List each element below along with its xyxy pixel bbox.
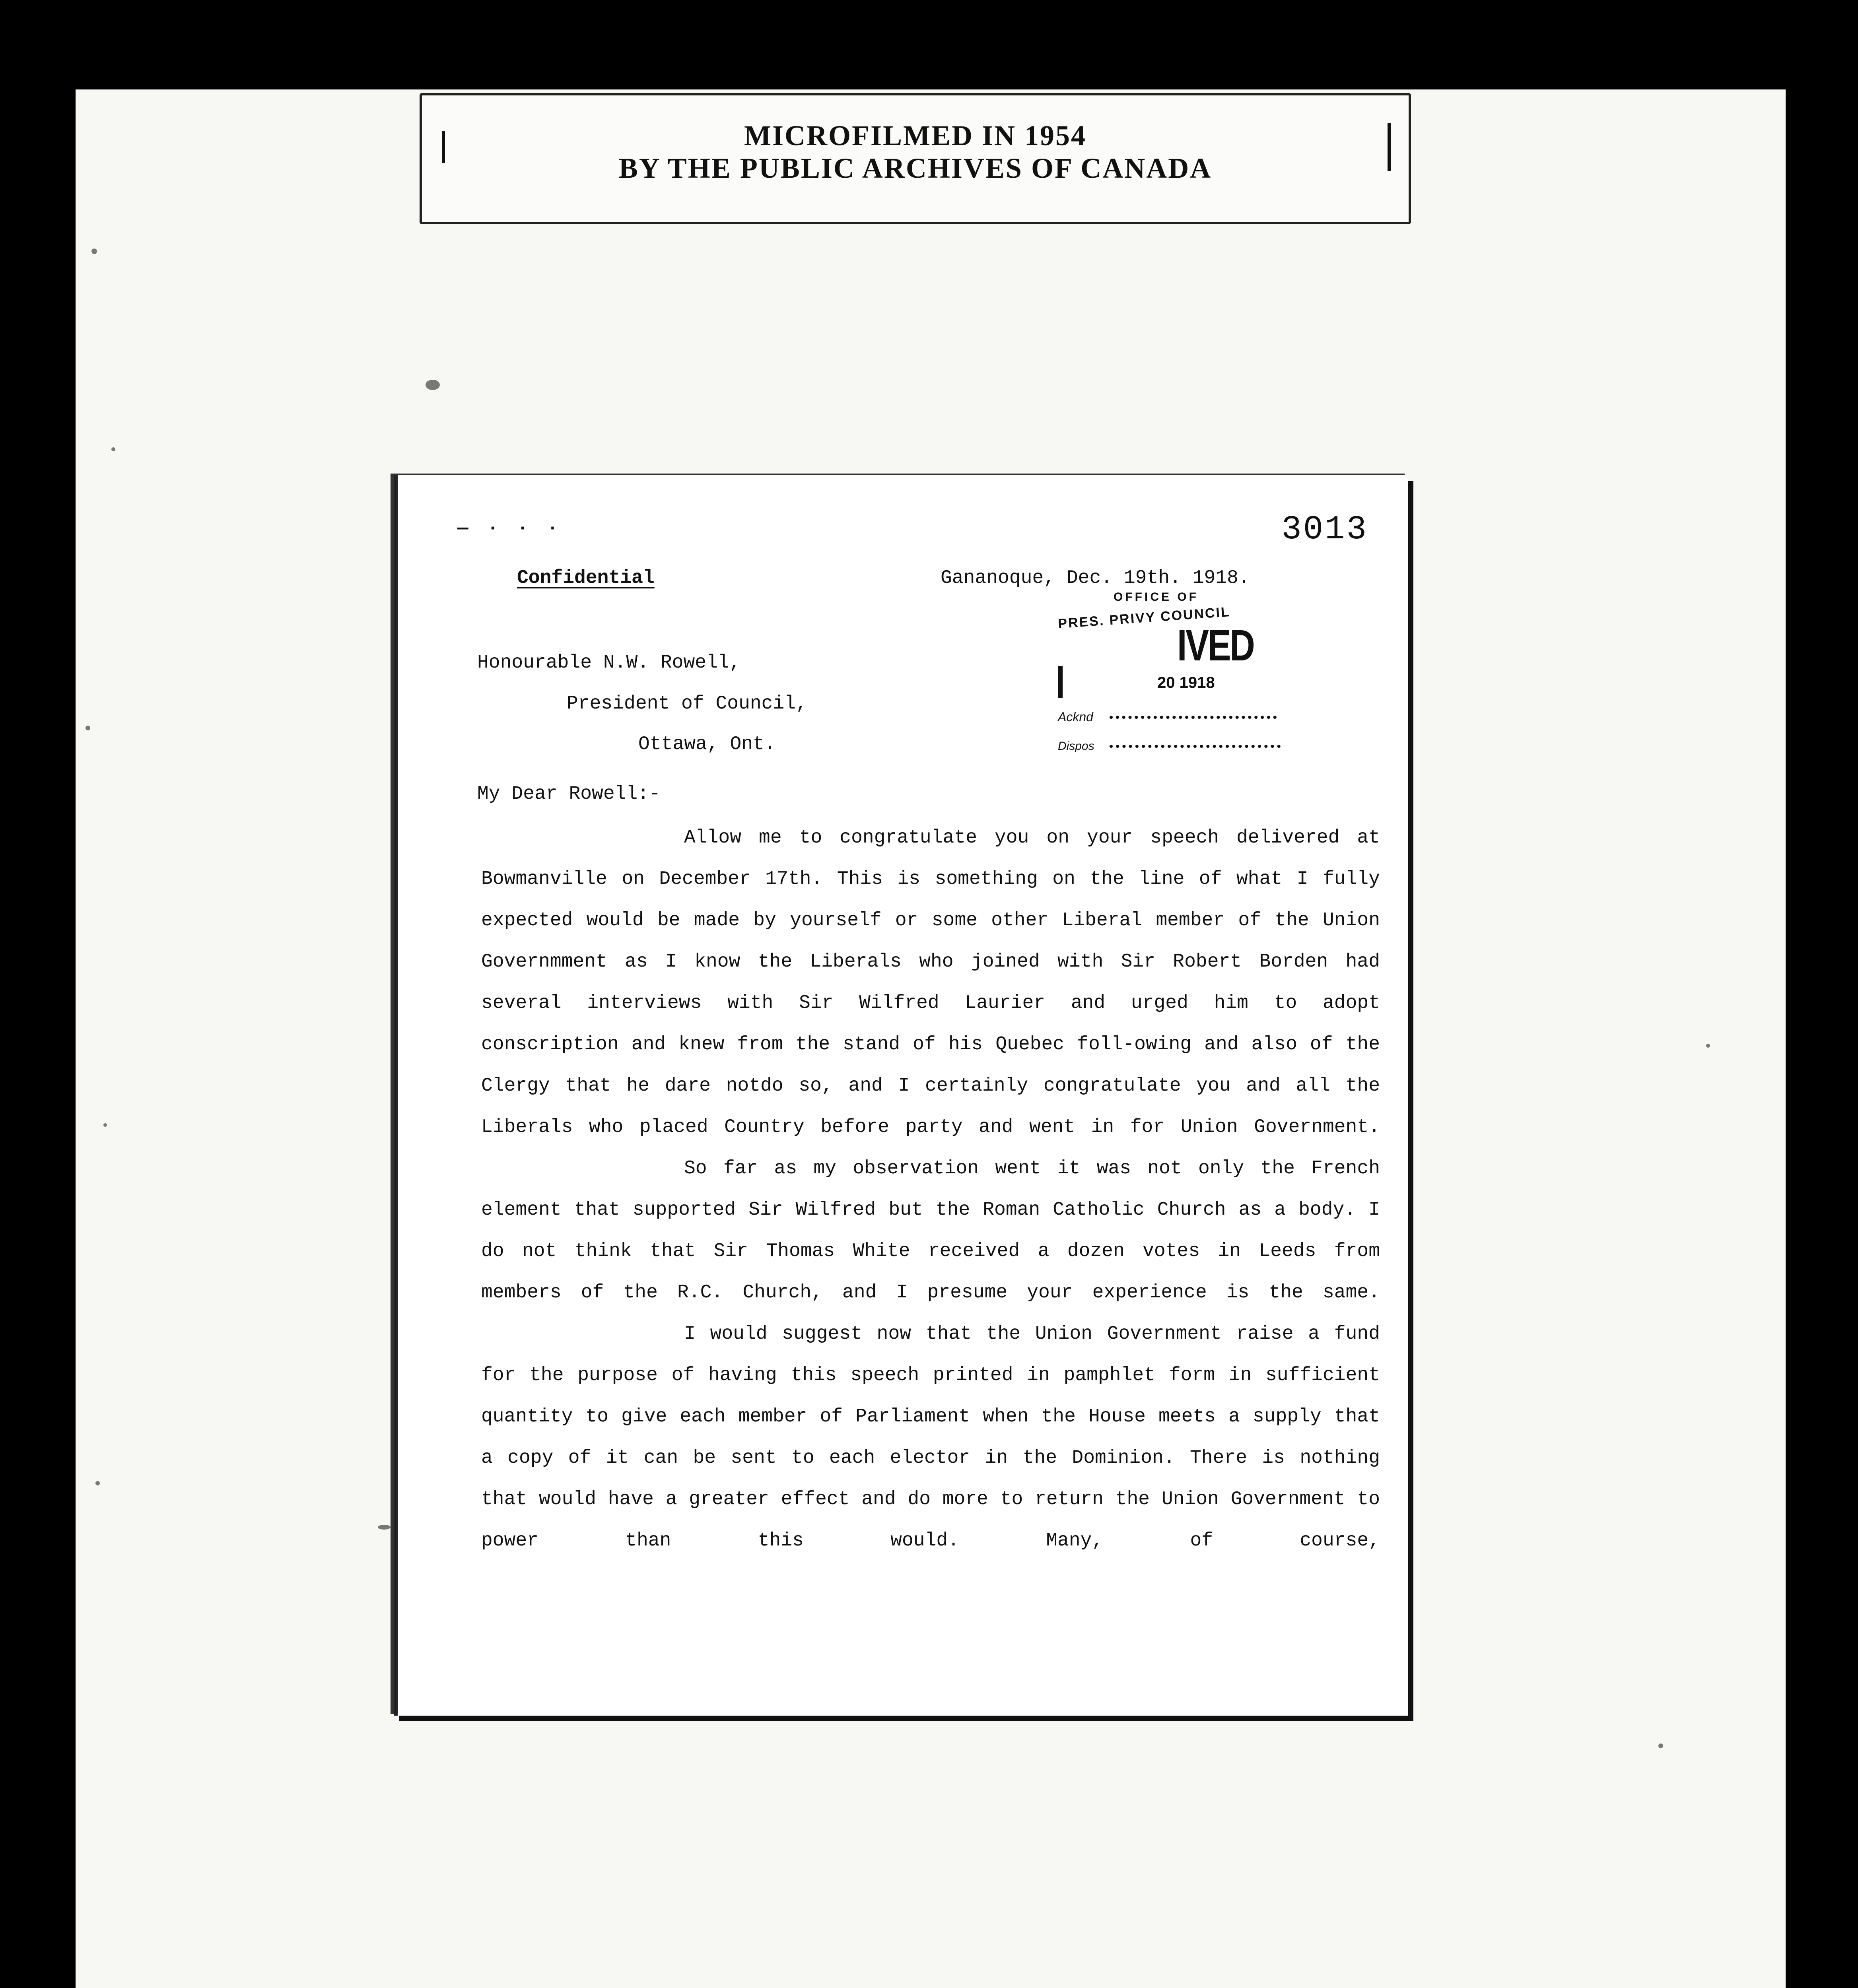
address-title: President of Council, [567,693,807,714]
stamp-office: OFFICE OF [1114,590,1199,604]
film-speck [111,447,115,451]
banner-line-1: MICROFILMED IN 1954 [744,120,1086,151]
banner-mark-right [1388,123,1391,171]
film-speck [1658,1743,1663,1748]
paragraph-1: Allow me to congratulate you on your speech delivered at Bowmanville on December 17th. This is something on the line of what I fully expected would be made by yourself or some other Liberal member of the Union Governmment as I know the Liberals who joined with Sir Robert Borden had several interviews with Sir Wilfred Laurier and urged him to adopt conscription and knew from the stand of his Quebec foll-owing and also of the Clergy that he dare notdo so, and I certainly congratulate you and all the Liberals who placed Country before party and went in for Union Government. [481,827,1380,1138]
film-speck [86,726,90,730]
letter-body [481,817,1380,1561]
place-and-date: Gananoque, Dec. 19th. 1918. [941,567,1250,589]
film-speck [426,380,440,390]
stamp-received: IVED [1177,621,1254,670]
letter-page [394,475,1408,1716]
film-speck [91,248,97,254]
confidential-heading: Confidential [517,567,655,589]
microfilm-banner [420,93,1411,224]
stamp-disposal: Dispos [1058,740,1094,753]
stamp-date: 20 1918 [1157,674,1215,691]
document-number: 3013 [1281,511,1368,549]
film-speck [95,1481,100,1485]
banner-line-2: BY THE PUBLIC ARCHIVES OF CANADA [618,152,1212,184]
paragraph-3: I would suggest now that the Union Government raise a fund for the purpose of having this speech printed in pamphlet form in sufficient quantity to give each member of Parliament when the House meets a supply that a copy of it can be sent to each elector in the Dominion. There is nothing that would have a greater effect and do more to return the Union Government to power than this would. Many, of course, [481,1323,1380,1551]
address-name: Honourable N.W. Rowell, [477,652,741,674]
received-stamp [1057,590,1312,777]
stamp-bracket [1058,666,1063,698]
header-dashes: — · · · [457,518,562,539]
stamp-council: PRES. PRIVY COUNCIL [1057,604,1231,632]
film-speck [1706,1044,1710,1048]
stamp-acknd-line [1110,716,1277,719]
address-city: Ottawa, Ont. [638,734,776,755]
stamp-disposal-line [1110,745,1281,748]
stamp-acknd: Acknd [1058,710,1093,724]
film-speck [378,1525,391,1530]
microfilm-frame [76,89,1786,1988]
film-speck [103,1123,107,1127]
salutation: My Dear Rowell:- [477,783,661,805]
paragraph-2: So far as my observation went it was not only the French element that supported Sir Wilfred but the Roman Catholic Church as a body. I do not think that Sir Thomas White received a dozen votes in Leeds from members of the R.C. Church, and I presume your experience is the same. [481,1158,1380,1303]
